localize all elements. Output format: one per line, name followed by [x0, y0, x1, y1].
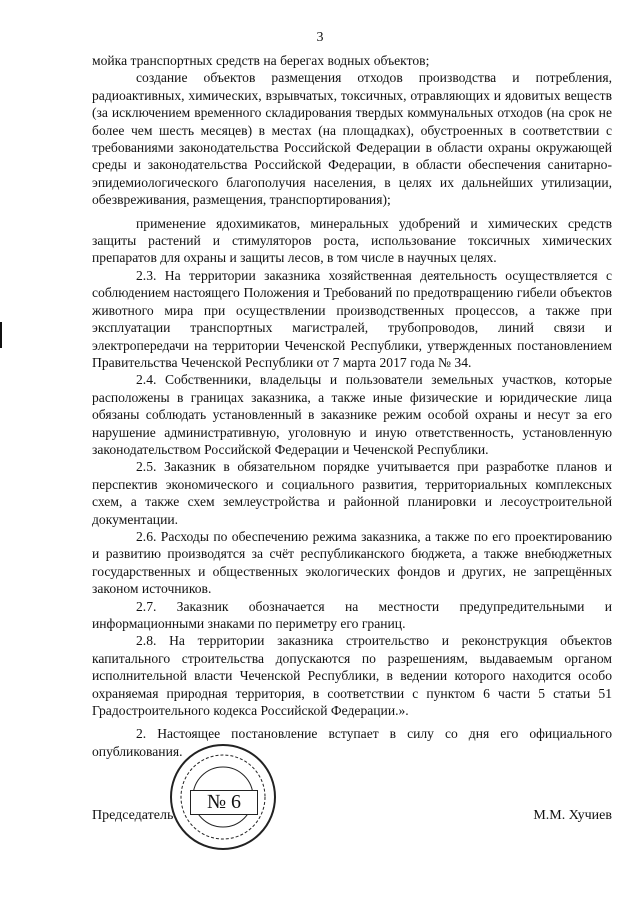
paragraph-2: создание объектов размещения отходов производства и потребления, радиоактивных, химических, взрывчатых, токсичных, отравляющих и ядовитых веществ (за исключением временного складирования твердых коммунальных отходов (на срок не более чем шесть месяцев) в местах (на площадках), обустроенных в соответствии с требованиями законодательства Российской Федерации в области охраны окружающей среды и законодательства Российской Федерации, в области обеспечения санитарно-эпидемиологического благополучия населения, в целях их дальнейших утилизации, обезвреживания, размещения, транспортирования);	[92, 70, 612, 208]
paragraph-5: 2.4. Собственники, владельцы и пользователи земельных участков, которые расположены в границах заказника, а также иные физические и юридические лица обязаны соблюдать установленный в заказнике режим особой охраны и несут за его нарушение административную, уголовную и иную ответственность, установленную законодательством Российской Федерации и Чеченской Республики.	[92, 372, 612, 457]
seal-number: № 6	[190, 790, 258, 815]
page-number: 3	[316, 30, 324, 45]
paragraph-1: мойка транспортных средств на берегах водных объектов;	[92, 53, 430, 68]
paragraph-3: применение ядохимикатов, минеральных удобрений и химических средств защиты растений и стимуляторов роста, использование токсичных химических препаратов для охраны и защиты лесов, в том числе в научных целях.	[92, 215, 612, 266]
paragraph-9: 2.8. На территории заказника строительство и реконструкция объектов капитального строительства допускаются по разрешениям, выдаваемым органом исполнительной власти Чеченской Республики, в ведении которого находится особо охраняемая природная территория, в соответствии с пунктом 6 части 5 статьи 51 Градостроительного кодекса Российской Федерации.».	[92, 633, 612, 719]
paragraph-6: 2.5. Заказник в обязательном порядке учитывается при разработке планов и перспектив экономического и социального развития, территориальных комплексных схем, а также схем землеустройства и районной планировки и лесоустроительной документации.	[92, 459, 612, 527]
paragraph-7: 2.6. Расходы по обеспечению режима заказника, а также по его проектированию и развитию производятся за счёт республиканского бюджета, а также внебюджетных государственных и общественных экологических фондов и других, не запрещённых законом источников.	[92, 528, 612, 597]
scan-edge-mark	[0, 322, 2, 348]
paragraph-8: 2.7. Заказник обозначается на местности предупредительными и информационными знаками по периметру его границ.	[92, 598, 612, 631]
signatory-name: М.М. Хучиев	[533, 808, 612, 823]
paragraph-10: 2. Настоящее постановление вступает в силу со дня его официального опубликования.	[92, 726, 612, 759]
paragraph-4: 2.3. На территории заказника хозяйственная деятельность осуществляется с соблюдением настоящего Положения и Требований по предотвращению гибели объектов животного мира при осуществлении производственных процессов, а также при эксплуатации транспортных магистралей, трубопроводов, линий связи и электропередачи на территории Чеченской Республики, утвержденных постановлением Правительства Чеченской Республики от 7 марта 2017 года № 34.	[92, 267, 612, 370]
document-body	[92, 52, 612, 760]
signatory-title: Председатель	[92, 808, 174, 823]
